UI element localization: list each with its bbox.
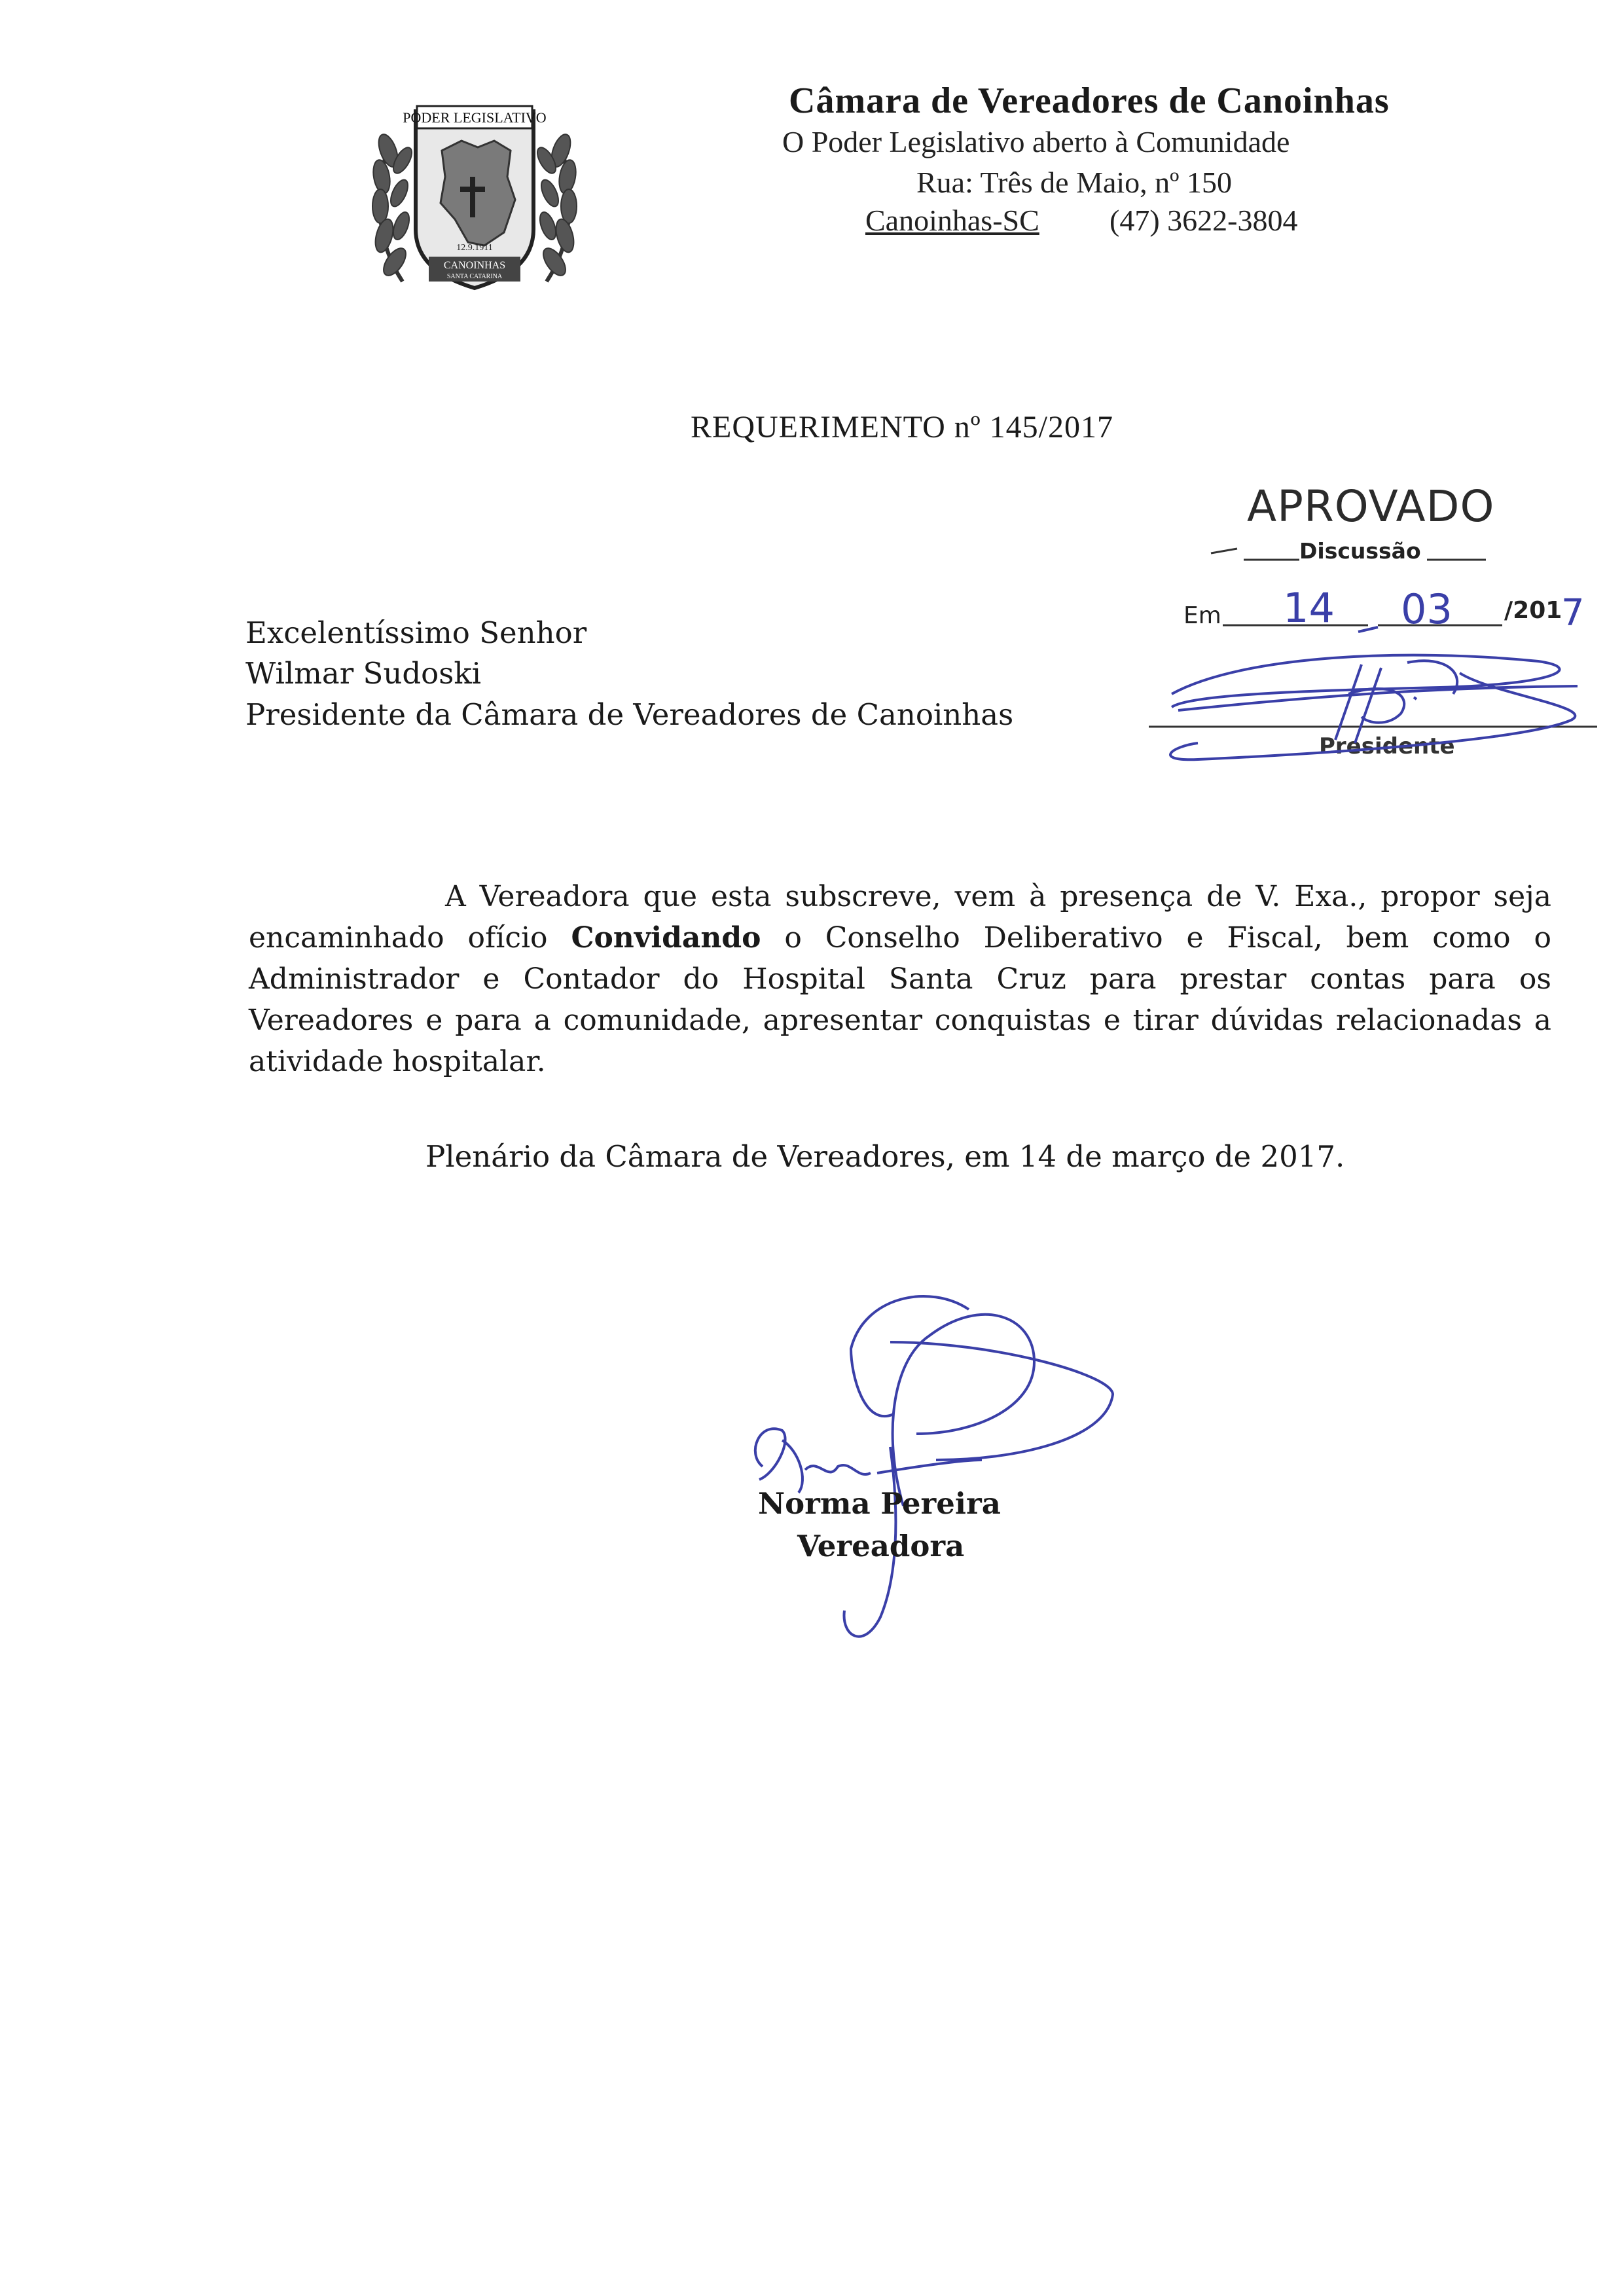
- seal-city: CANOINHAS: [443, 260, 506, 271]
- institution-city: Canoinhas-SC: [865, 204, 1039, 237]
- institution-tagline: O Poder Legislativo aberto à Comunidade: [782, 125, 1290, 158]
- seal-banner: PODER LEGISLATIVO: [403, 109, 547, 126]
- approval-stamp-date-prefix: Em: [1183, 602, 1221, 629]
- approval-stamp-day: 14: [1283, 584, 1335, 632]
- request-paragraph: [249, 876, 1551, 1082]
- signatory-role: Vereadora: [797, 1529, 965, 1563]
- ink-slash: [1358, 627, 1378, 632]
- approval-stamp-month: 03: [1401, 585, 1453, 633]
- vereadora-signature: [755, 1296, 1113, 1637]
- recipient-salutation: Excelentíssimo Senhor: [245, 615, 587, 650]
- document-title: REQUERIMENTO nº 145/2017: [691, 410, 1113, 445]
- approval-stamp-role: Presidente: [1319, 733, 1455, 759]
- body-text-end: o Conselho Deliberativo e Fiscal, bem como o Administrador e Contador do Hospital Santa Cruz para prestar contas para os Vereadores e para a comunidade, apresentar conquistas e tirar dúvidas relacionadas a atividade hospitalar.: [249, 921, 1551, 1078]
- approval-stamp-year-suffix: 7: [1561, 592, 1585, 634]
- body-emphasis: Convidando: [571, 921, 761, 955]
- approval-stamp-year-prefix: /201: [1504, 597, 1562, 624]
- stamp-handwritten-date: [1283, 584, 1585, 634]
- signatory-name: Norma Pereira: [758, 1486, 1001, 1521]
- institution-street: Rua: Três de Maio, nº 150: [916, 166, 1232, 199]
- institution-name: Câmara de Vereadores de Canoinhas: [789, 81, 1390, 121]
- stamp-lines: [1149, 549, 1597, 727]
- approval-stamp-status: APROVADO: [1247, 481, 1495, 532]
- request-body: [249, 876, 1551, 1082]
- seal-state: SANTA CATARINA: [446, 273, 503, 280]
- recipient-position: Presidente da Câmara de Vereadores de Canoinhas: [245, 697, 1014, 732]
- body-text-start: A Vereadora que esta subscreve, vem à presença de V. Exa., propor seja encaminhado ofício: [249, 880, 1551, 955]
- president-signature: [1170, 655, 1578, 760]
- recipient-name: Wilmar Sudoski: [245, 656, 482, 691]
- seal-date: 12.9.1911: [456, 243, 493, 253]
- institution-phone: (47) 3622-3804: [1110, 204, 1298, 237]
- closing-line: Plenário da Câmara de Vereadores, em 14 de março de 2017.: [425, 1139, 1345, 1174]
- approval-stamp-stage: Discussão: [1299, 538, 1421, 564]
